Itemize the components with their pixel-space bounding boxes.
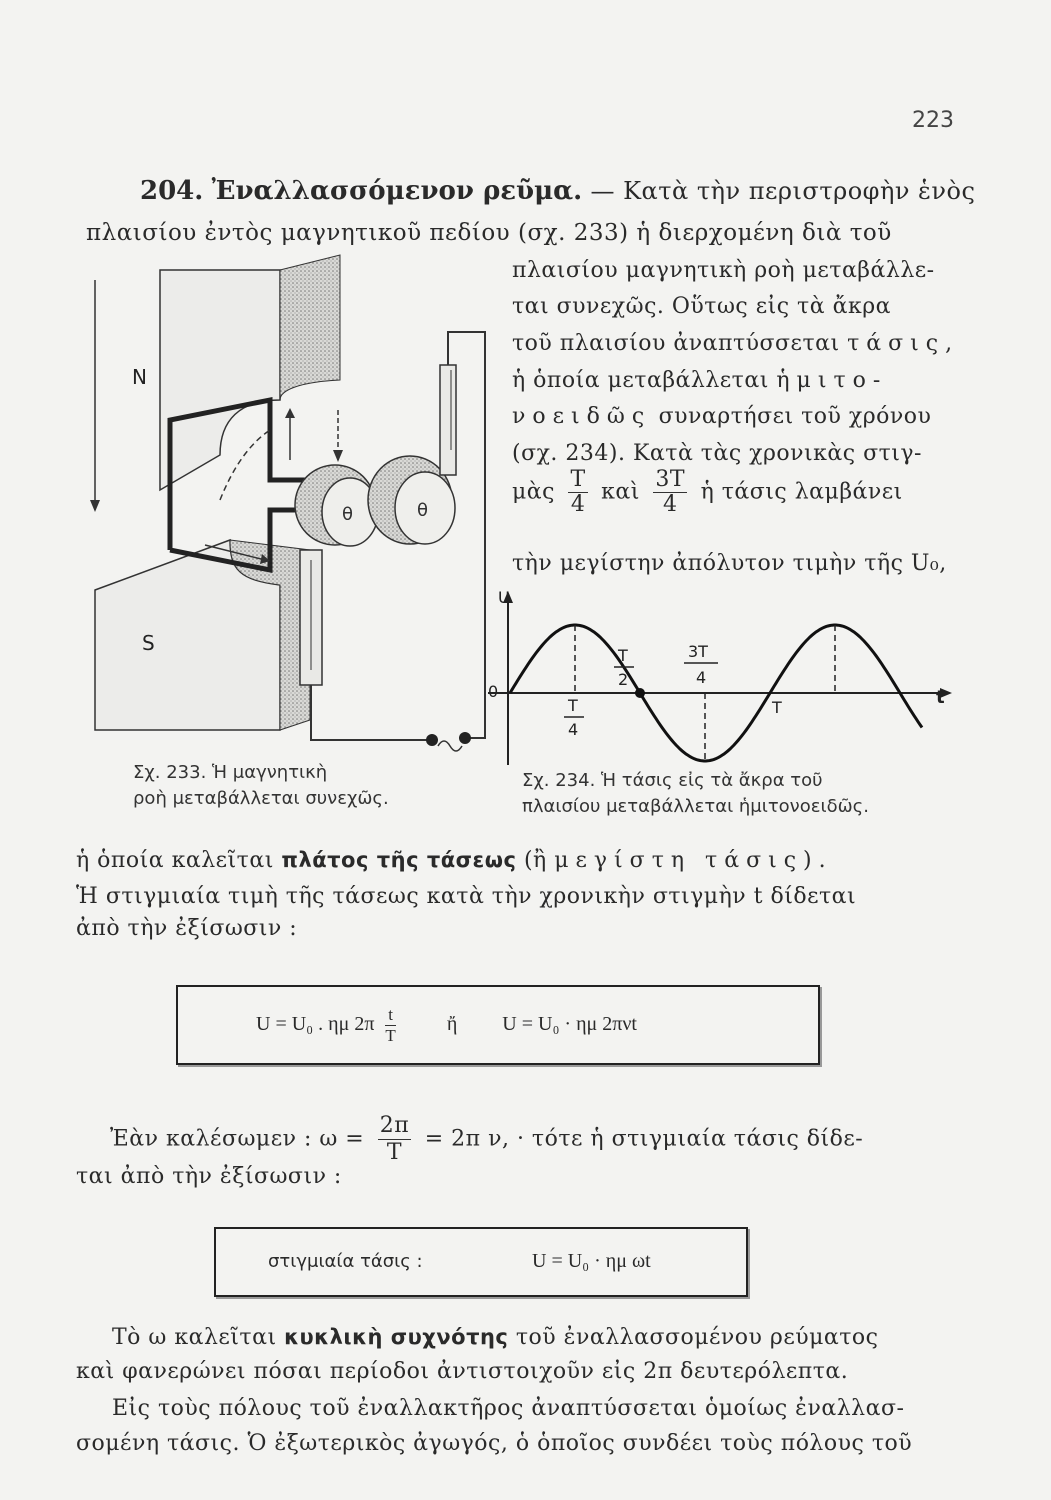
svg-text:4: 4 — [696, 668, 707, 687]
svg-text:θ: θ — [417, 500, 429, 521]
fraction-3t-over-4: $\frac{3T}{4}$ — [655, 467, 686, 517]
text-line: ται ἀπὸ τὴν ἐξίσωσιν : — [76, 1164, 342, 1189]
section-title: Ἐναλλασσόμενον ρεῦμα. — [211, 176, 583, 206]
figure-233-alternator — [80, 250, 500, 770]
figure-234-caption: Σχ. 234. Ἡ τάσις εἰς τὰ ἄκρα τοῦ πλαισίου μεταβάλλεται ἡμιτονοειδῶς. — [522, 770, 869, 817]
section-heading — [140, 176, 975, 206]
intro-line-2: πλαισίου ἐντὸς μαγνητικοῦ πεδίου (σχ. 233) ἡ διερχομένη διὰ τοῦ — [86, 220, 892, 246]
svg-text:2: 2 — [618, 670, 629, 689]
tick-t-over-2: T — [618, 646, 628, 665]
omega-definition: Ἐὰν καλέσωμεν : ω = $\frac{2\pi}{T}$ = 2π ν, · τότε ἡ στιγμιαία τάσις δίδε- — [110, 1113, 864, 1165]
text-line: Εἰς τοὺς πόλους τοῦ ἐναλλακτῆρος ἀναπτύσσεται ὁμοίως ἐναλλασ- — [112, 1396, 905, 1421]
formula-2-label: στιγμιαία τάσις : — [268, 1251, 423, 1272]
text-line: (σχ. 234). Κατὰ τὰς χρονικὰς στιγ- — [512, 441, 922, 466]
fraction-2pi-over-T: $\frac{2\pi}{T}$ — [379, 1113, 410, 1165]
ac-symbol — [438, 741, 462, 751]
section-intro: — Κατὰ τὴν περιστροφὴν ἑνὸς — [590, 177, 976, 205]
text-line: καὶ φανερώνει πόσαι περίοδοι ἀντιστοιχοῦν εἰς 2π δευτερόλεπτα. — [76, 1359, 849, 1384]
figure-233-caption: Σχ. 233. Ἡ μαγνητικὴ ροὴ μεταβάλλεται συνεχῶς. — [133, 762, 389, 809]
tick-3t-over-4: 3T — [688, 642, 708, 661]
svg-text:4: 4 — [568, 720, 579, 739]
term-amplitude: πλάτος τῆς τάσεως — [281, 848, 517, 872]
t-axis-label: t — [936, 687, 945, 708]
origin-label: 0 — [488, 682, 499, 701]
text-line-fractions: μὰς $\frac{T}{4}$ καὶ $\frac{3T}{4}$ ἡ τάσις λαμβάνει — [512, 467, 903, 517]
pole-s-label: S — [142, 631, 155, 655]
text-line: νοειδῶς συναρτήσει τοῦ χρόνου — [512, 404, 932, 429]
tick-t-over-4: T — [568, 696, 578, 715]
section-number: 204. — [140, 176, 204, 206]
fraction-t-over-T: $\frac{t}{T}$ — [385, 1005, 396, 1045]
page-number: 223 — [912, 108, 954, 133]
formula-1: U = U₀ . ημ 2π $\frac{t}{T}$ ἤ U = U₀ · ημ 2πνt — [256, 1005, 637, 1045]
text-line: ἡ ὁποία μεταβάλλεται ἡμιτο- — [512, 368, 888, 393]
formula-box-1 — [176, 985, 820, 1065]
pole-n-label: N — [132, 365, 147, 389]
formula-box-2 — [214, 1227, 748, 1297]
text-line: ἀπὸ τὴν ἐξίσωσιν : — [76, 916, 298, 941]
text-line: πλαισίου μαγνητικὴ ροὴ μεταβάλλε- — [512, 258, 935, 283]
text-line: σομένη τάσις. Ὁ ἐξωτερικὸς ἀγωγός, ὁ ὁποῖος συνδέει τοὺς πόλους τοῦ — [76, 1431, 913, 1456]
u-axis-label: U — [498, 588, 510, 607]
term-angular-frequency: κυκλικὴ συχνότης — [284, 1325, 509, 1349]
north-pole — [160, 270, 280, 490]
tick-t: T — [772, 698, 782, 717]
text-line: Ἡ στιγμιαία τιμὴ τῆς τάσεως κατὰ τὴν χρονικὴν στιγμὴν t δίδεται — [76, 884, 857, 909]
svg-text:θ: θ — [342, 504, 354, 525]
paragraph-angular-frequency: Τὸ ω καλεῖται κυκλικὴ συχνότης τοῦ ἐναλλασσομένου ρεύματος — [112, 1325, 879, 1350]
text-line: τὴν μεγίστην ἀπόλυτον τιμὴν τῆς U₀, — [512, 551, 947, 576]
figure-234-sine-wave — [478, 585, 958, 775]
wire-lower — [311, 685, 430, 740]
text-line: τοῦ πλαισίου ἀναπτύσσεται τάσις, — [512, 331, 960, 356]
text-line: ται συνεχῶς. Οὕτως εἰς τὰ ἄκρα — [512, 294, 891, 319]
paragraph-amplitude: ἡ ὁποία καλεῖται πλάτος τῆς τάσεως (ἢ μεγίστη τάσις). — [76, 848, 833, 873]
formula-2: U = U₀ · ημ ωt — [532, 1250, 651, 1272]
brush-upper — [440, 365, 456, 475]
fraction-t-over-4: $\frac{T}{4}$ — [570, 467, 586, 517]
